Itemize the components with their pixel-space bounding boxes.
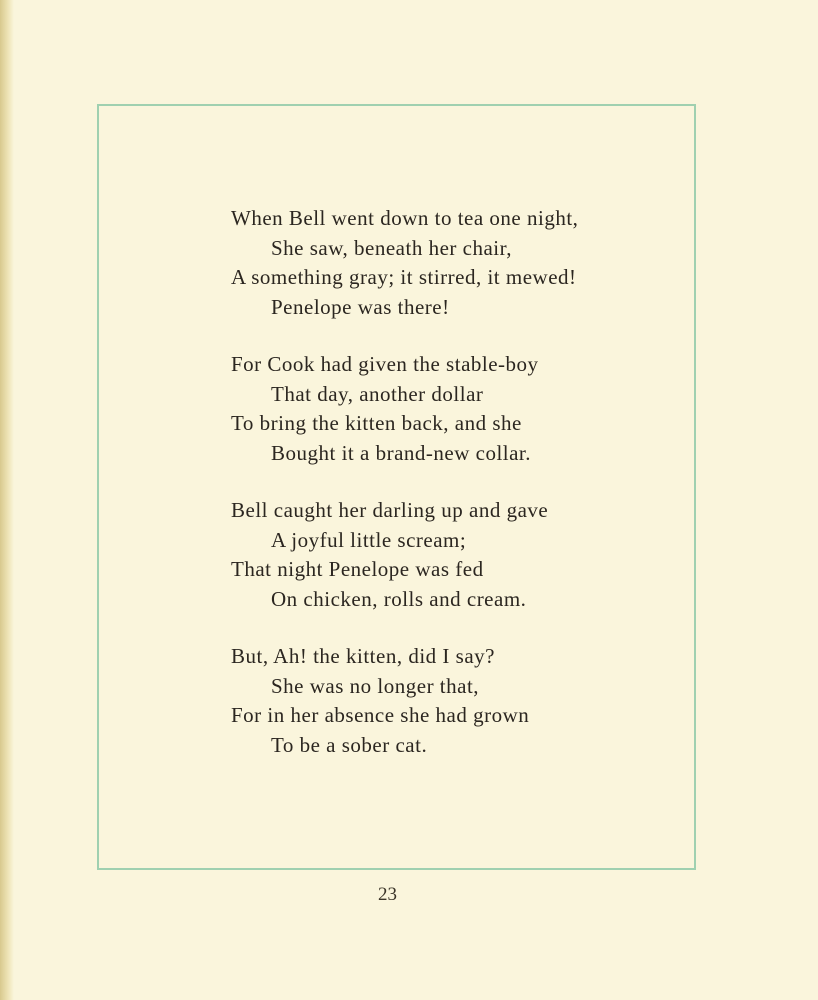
stanza-1 <box>231 204 651 322</box>
page-number: 23 <box>378 884 397 905</box>
poem-line: That night Penelope was fed <box>231 557 484 581</box>
poem-line: Bought it a brand-new collar. <box>271 440 532 465</box>
poem-line: A joyful little scream; <box>271 527 467 552</box>
poem-line: To bring the kitten back, and she <box>231 411 522 435</box>
poem-line: She saw, beneath her chair, <box>271 235 513 260</box>
poem-line: When Bell went down to tea one night, <box>231 206 579 230</box>
stanza-2 <box>231 350 651 468</box>
poem-line: That day, another dollar <box>271 381 484 406</box>
poem-line: She was no longer that, <box>271 673 480 698</box>
stanza-3 <box>231 496 651 614</box>
poem-line: A something gray; it stirred, it mewed! <box>231 265 577 289</box>
page-edge-shadow <box>0 0 14 1000</box>
poem-line: Bell caught her darling up and gave <box>231 498 549 522</box>
poem-line: For Cook had given the stable-boy <box>231 352 539 376</box>
poem-line: Penelope was there! <box>271 294 450 319</box>
poem-line: For in her absence she had grown <box>231 703 530 727</box>
stanza-4 <box>231 642 651 760</box>
poem-line: On chicken, rolls and cream. <box>271 586 527 611</box>
poem-line: But, Ah! the kitten, did I say? <box>231 644 495 668</box>
poem <box>231 204 651 788</box>
poem-line: To be a sober cat. <box>271 732 428 757</box>
